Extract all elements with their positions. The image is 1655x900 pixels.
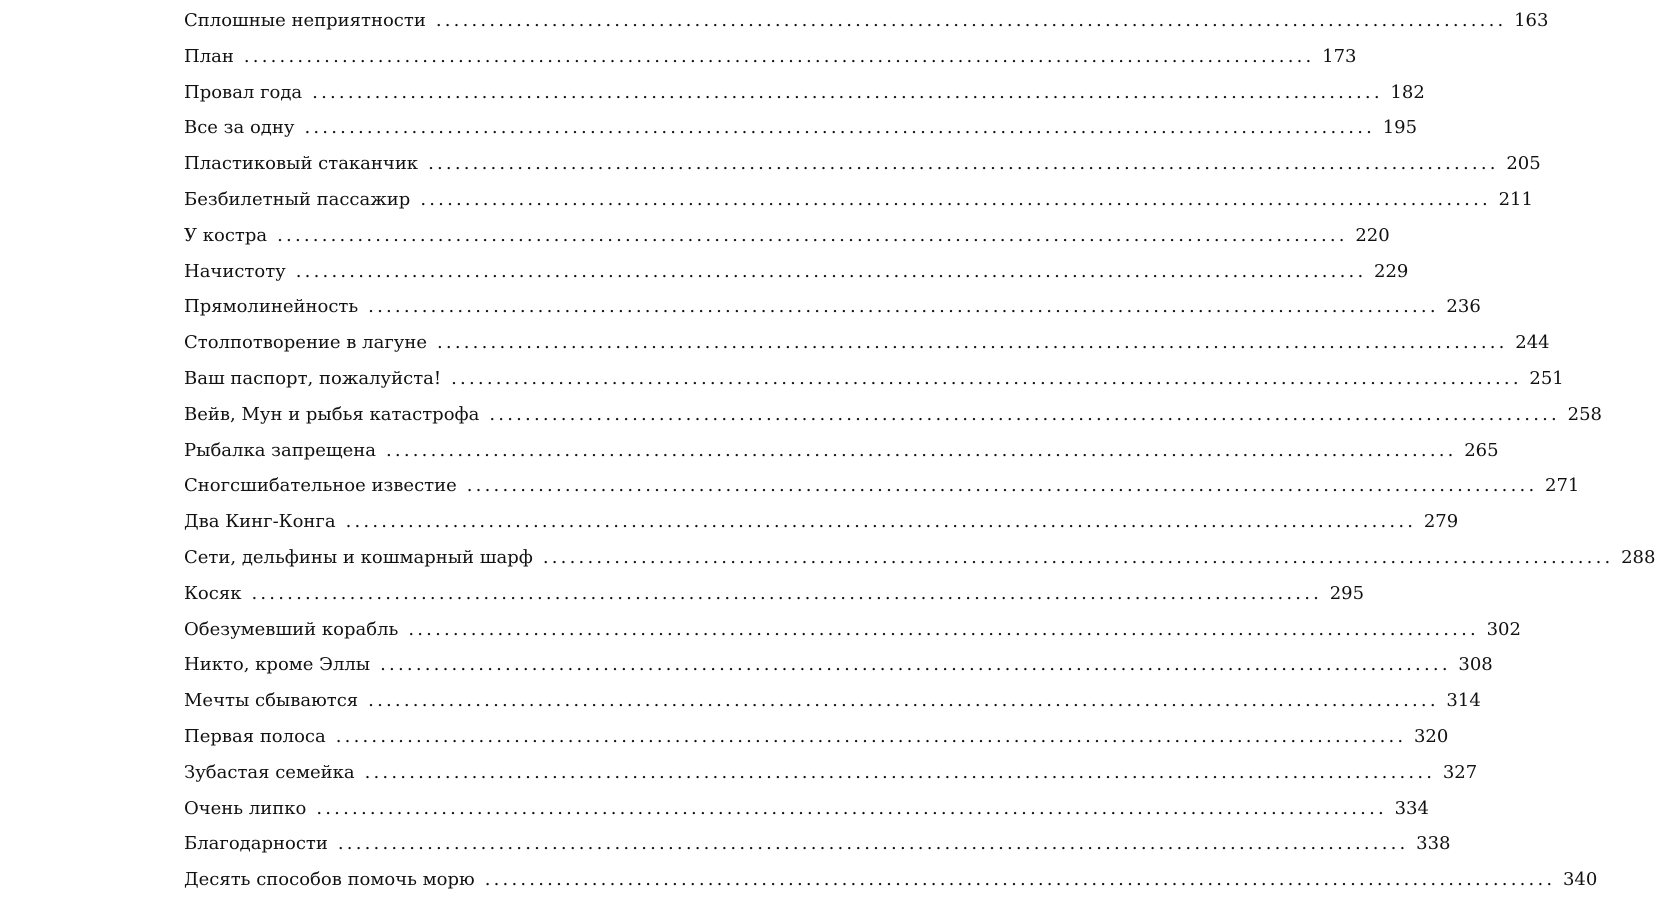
toc-entry: [184, 576, 1365, 612]
toc-entry-page: 163: [1514, 10, 1549, 31]
toc-entry-page: 320: [1413, 725, 1449, 747]
toc-entry: [184, 433, 1499, 469]
toc-entry-page: 302: [1486, 618, 1521, 640]
toc-entry-title: Начистоту: [184, 260, 286, 282]
toc-entry: [184, 361, 1564, 397]
toc-entry: [184, 504, 1459, 540]
toc-entry-title: Благодарности: [184, 833, 328, 855]
toc-entry-title: Зубастая семейка: [184, 761, 355, 783]
toc-dot-leader: ........................................................................................................................: [451, 367, 1522, 389]
toc-entry-title: Вейв, Мун и рыбья катастрофа: [184, 403, 480, 425]
toc-dot-leader: ........................................................................................................................: [437, 332, 1508, 354]
toc-entry-page: 288: [1621, 546, 1655, 568]
toc-entry: [184, 755, 1478, 791]
toc-entry: [184, 826, 1451, 862]
toc-dot-leader: ........................................................................................................................: [304, 117, 1376, 139]
toc-entry: [184, 468, 1580, 504]
toc-dot-leader: ........................................................................................................................: [312, 81, 1383, 103]
toc-entry: [184, 540, 1655, 576]
toc-entry-page: 211: [1498, 188, 1533, 210]
toc-dot-leader: ........................................................................................................................: [277, 224, 1348, 246]
toc-dot-leader: ........................................................................................................................: [335, 725, 1407, 747]
toc-dot-leader: ........................................................................................................................: [345, 511, 1417, 533]
toc-entry-page: 236: [1446, 296, 1481, 318]
toc-entry: [184, 647, 1493, 683]
toc-entry: [184, 683, 1481, 719]
toc-entry-title: Первая полоса: [184, 725, 326, 747]
toc-entry-title: Все за одну: [184, 117, 295, 139]
toc-entry: [184, 146, 1541, 182]
toc-entry-title: Косяк: [184, 582, 242, 604]
toc-entry-title: Мечты сбываются: [184, 690, 359, 712]
toc-entry: [184, 3, 1549, 39]
toc-entry-page: 229: [1374, 260, 1409, 282]
toc-entry-page: 308: [1458, 654, 1493, 676]
toc-dot-leader: ........................................................................................................................: [316, 797, 1387, 819]
toc-entry-title: Провал года: [184, 81, 303, 103]
toc-entry-page: 338: [1416, 833, 1451, 855]
toc-entry-page: 327: [1442, 761, 1478, 783]
toc-entry-page: 265: [1464, 439, 1499, 461]
toc-entry-page: 258: [1567, 403, 1602, 425]
toc-entry: [184, 75, 1425, 111]
toc-entry-page: 279: [1423, 511, 1459, 533]
toc-entry-title: Никто, кроме Эллы: [184, 654, 371, 676]
toc-entry: [184, 39, 1357, 75]
toc-entry-title: Десять способов помочь морю: [184, 869, 475, 891]
table-of-contents: [184, 3, 1655, 898]
toc-entry-page: 340: [1562, 869, 1598, 891]
toc-dot-leader: ........................................................................................................................: [295, 260, 1367, 282]
toc-dot-leader: ........................................................................................................................: [542, 546, 1614, 568]
toc-dot-leader: ........................................................................................................................: [385, 439, 1457, 461]
toc-entry-page: 182: [1390, 81, 1425, 103]
toc-entry-title: Сети, дельфины и кошмарный шарф: [184, 546, 533, 568]
toc-entry: [184, 397, 1602, 433]
toc-dot-leader: ........................................................................................................................: [364, 761, 1436, 783]
toc-entry-title: У костра: [184, 224, 268, 246]
toc-entry-title: Пластиковый стаканчик: [184, 153, 419, 175]
toc-entry-title: Безбилетный пассажир: [184, 188, 411, 210]
toc-entry-page: 220: [1355, 224, 1390, 246]
toc-dot-leader: ........................................................................................................................: [435, 10, 1507, 31]
toc-entry: [184, 218, 1390, 254]
toc-entry-title: Два Кинг-Конга: [184, 511, 336, 533]
toc-entry-title: Сплошные неприятности: [184, 10, 426, 31]
toc-dot-leader: ........................................................................................................................: [243, 45, 1315, 67]
toc-entry-page: 334: [1394, 797, 1429, 819]
toc-dot-leader: ........................................................................................................................: [408, 618, 1479, 640]
toc-entry-page: 173: [1322, 45, 1357, 67]
toc-entry-title: Прямолинейность: [184, 296, 359, 318]
toc-dot-leader: ........................................................................................................................: [380, 654, 1451, 676]
toc-entry: [184, 862, 1598, 898]
toc-entry: [184, 254, 1409, 290]
toc-entry-title: Ваш паспорт, пожалуйста!: [184, 367, 442, 389]
toc-dot-leader: ........................................................................................................................: [251, 582, 1323, 604]
toc-dot-leader: ........................................................................................................................: [368, 690, 1439, 712]
toc-dot-leader: ........................................................................................................................: [466, 475, 1538, 497]
toc-dot-leader: ........................................................................................................................: [337, 833, 1409, 855]
toc-entry-page: 271: [1545, 475, 1580, 497]
toc-entry-page: 205: [1506, 153, 1541, 175]
toc-entry-page: 195: [1382, 117, 1418, 139]
toc-entry-page: 244: [1515, 332, 1550, 354]
toc-entry-title: Обезумевший корабль: [184, 618, 399, 640]
toc-entry: [184, 612, 1521, 648]
toc-entry: [184, 325, 1550, 361]
toc-dot-leader: ........................................................................................................................: [420, 188, 1491, 210]
toc-dot-leader: ........................................................................................................................: [484, 869, 1556, 891]
toc-entry-page: 314: [1446, 690, 1481, 712]
toc-entry-title: Очень липко: [184, 797, 307, 819]
toc-entry-title: Столпотворение в лагуне: [184, 332, 427, 354]
toc-entry-page: 295: [1329, 582, 1365, 604]
toc-entry: [184, 719, 1449, 755]
toc-entry: [184, 791, 1429, 827]
toc-dot-leader: ........................................................................................................................: [489, 403, 1560, 425]
toc-entry: [184, 110, 1418, 146]
toc-dot-leader: ........................................................................................................................: [368, 296, 1439, 318]
toc-entry-title: Рыбалка запрещена: [184, 439, 376, 461]
toc-entry: [184, 182, 1533, 218]
toc-entry-page: 251: [1529, 367, 1564, 389]
toc-dot-leader: ........................................................................................................................: [428, 153, 1499, 175]
toc-entry: [184, 289, 1481, 325]
toc-entry-title: План: [184, 45, 234, 67]
toc-entry-title: Сногсшибательное известие: [184, 475, 457, 497]
